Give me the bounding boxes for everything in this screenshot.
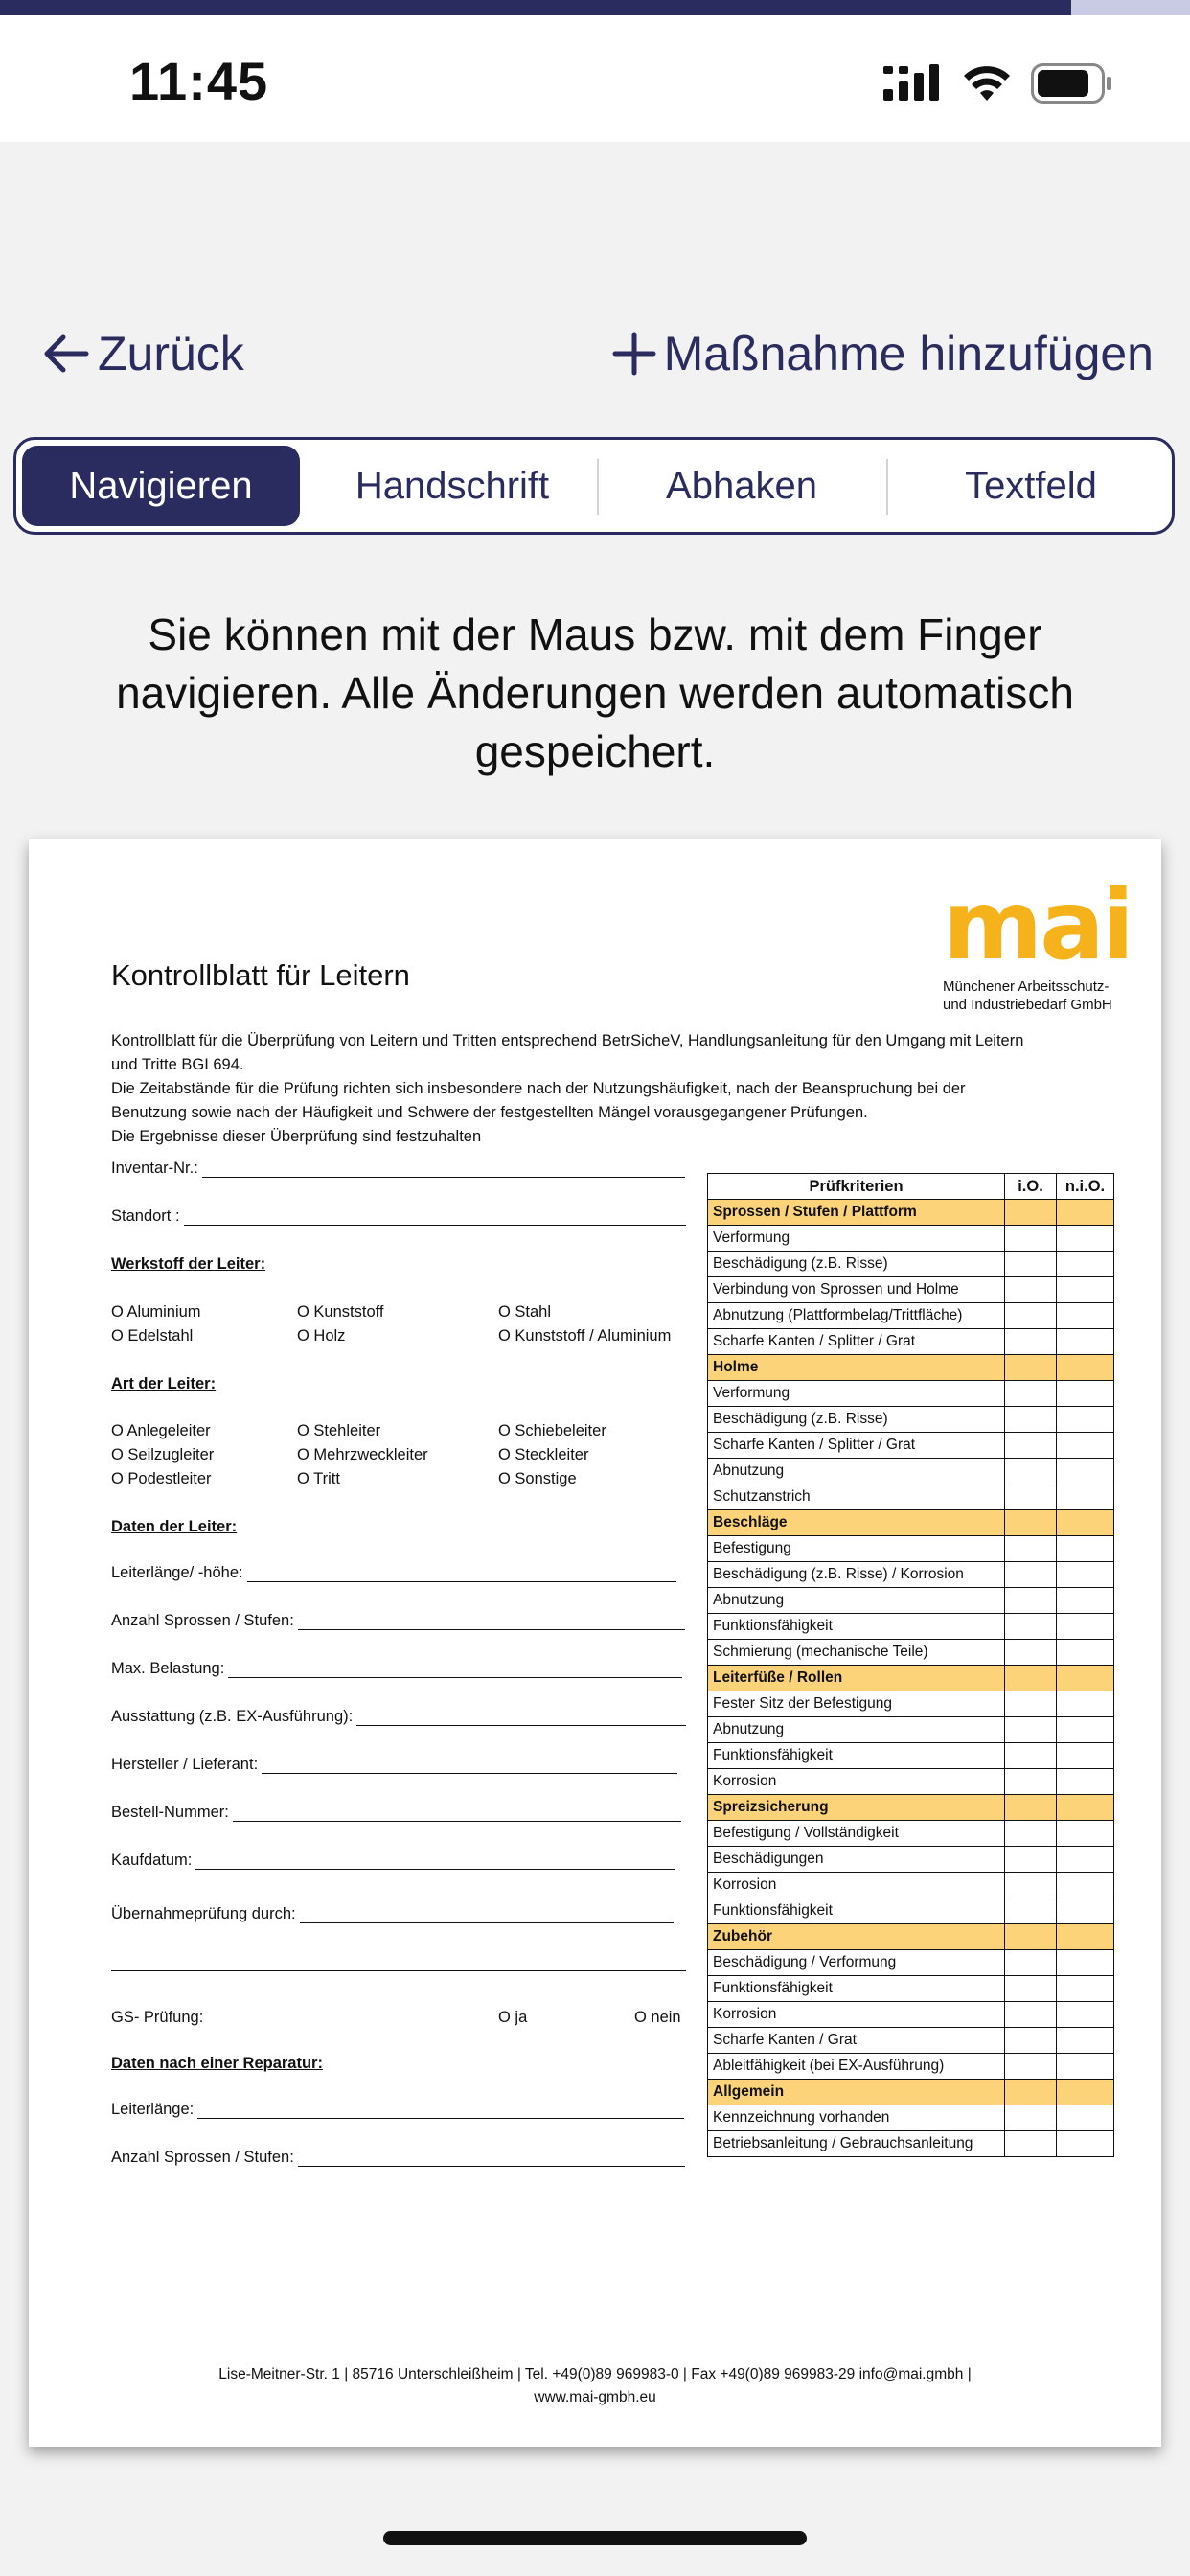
field-label: Übernahmeprüfung durch:	[111, 1905, 296, 1922]
criteria-io-cell[interactable]	[1005, 1510, 1057, 1536]
criteria-row	[708, 1717, 1114, 1743]
criteria-io-cell[interactable]	[1005, 1200, 1057, 1226]
criteria-label: Korrosion	[708, 2002, 1005, 2028]
criteria-nio-cell[interactable]	[1057, 1614, 1114, 1640]
criteria-nio-cell[interactable]	[1057, 1666, 1114, 1691]
intro-line: Die Zeitabstände für die Prüfung richten sich insbesondere nach der Nutzungshäufigkeit, nach der Beanspruchung bei der	[111, 1080, 966, 1097]
field-label: Hersteller / Lieferant:	[111, 1756, 259, 1773]
criteria-io-cell[interactable]	[1005, 1821, 1057, 1847]
option-art[interactable]: O Sonstige	[498, 1470, 577, 1487]
criteria-row	[708, 1873, 1114, 1898]
criteria-io-cell[interactable]	[1005, 1873, 1057, 1898]
criteria-row	[708, 1588, 1114, 1614]
criteria-row	[708, 1329, 1114, 1355]
option-art[interactable]: O Stehleiter	[297, 1422, 381, 1439]
criteria-category-label: Sprossen / Stufen / Plattform	[708, 1200, 1005, 1226]
home-indicator[interactable]	[383, 2531, 807, 2545]
option-art[interactable]: O Anlegeleiter	[111, 1422, 211, 1439]
criteria-io-cell[interactable]	[1005, 1484, 1057, 1510]
criteria-nio-cell[interactable]	[1057, 1976, 1114, 2002]
mode-tab-abhaken[interactable]: Abhaken	[666, 464, 817, 507]
criteria-label: Funktionsfähigkeit	[708, 1898, 1005, 1924]
criteria-row	[708, 1950, 1114, 1976]
field-inventar[interactable]	[111, 1160, 685, 1178]
logo-subtitle	[943, 978, 1134, 1014]
segment-divider	[886, 459, 888, 515]
criteria-category-label: Holme	[708, 1355, 1005, 1381]
criteria-io-cell[interactable]	[1005, 1717, 1057, 1743]
criteria-category-label: Zubehör	[708, 1924, 1005, 1950]
field-blank-line[interactable]	[111, 1953, 686, 1971]
criteria-nio-cell[interactable]	[1057, 1588, 1114, 1614]
field-line	[247, 1564, 676, 1582]
mode-tab-textfeld[interactable]: Textfeld	[965, 464, 1097, 507]
criteria-header-nio: n.i.O.	[1057, 1174, 1114, 1200]
criteria-category-row	[708, 1924, 1114, 1950]
criteria-header-name: Prüfkriterien	[708, 1174, 1005, 1200]
criteria-io-cell[interactable]	[1005, 1407, 1057, 1433]
criteria-io-cell[interactable]	[1005, 1459, 1057, 1484]
criteria-row	[708, 1976, 1114, 2002]
field-label: Kaufdatum:	[111, 1852, 193, 1869]
criteria-category-row	[708, 1355, 1114, 1381]
battery-icon	[1031, 63, 1113, 104]
criteria-row	[708, 1459, 1114, 1484]
document-page[interactable]	[29, 840, 1161, 2447]
criteria-nio-cell[interactable]	[1057, 1277, 1114, 1303]
criteria-nio-cell[interactable]	[1057, 1381, 1114, 1407]
criteria-label: Beschädigung (z.B. Risse) / Korrosion	[708, 1562, 1005, 1588]
option-art[interactable]: O Steckleiter	[498, 1446, 589, 1463]
criteria-row	[708, 2105, 1114, 2131]
criteria-category-label: Leiterfüße / Rollen	[708, 1666, 1005, 1691]
field-line	[298, 2149, 685, 2167]
field-standort[interactable]	[111, 1208, 686, 1226]
criteria-row	[708, 2028, 1114, 2054]
field-label: Leiterlänge:	[111, 2101, 195, 2118]
criteria-io-cell[interactable]	[1005, 1769, 1057, 1795]
criteria-body	[708, 1200, 1114, 2157]
mode-tab-navigieren[interactable]: Navigieren	[22, 446, 300, 526]
criteria-nio-cell[interactable]	[1057, 1717, 1114, 1743]
option-werkstoff[interactable]: O Edelstahl	[111, 1327, 194, 1345]
gs-pruefung-label: GS- Prüfung:	[111, 2009, 204, 2026]
intro-line: Benutzung sowie nach der Häufigkeit und Schwere der festgestellten Mängel vorausgegangener Prüfungen.	[111, 1104, 868, 1121]
criteria-io-cell[interactable]	[1005, 1950, 1057, 1976]
intro-line: Die Ergebnisse dieser Überprüfung sind festzuhalten	[111, 1128, 482, 1145]
field-line	[202, 1160, 685, 1178]
criteria-row	[708, 1562, 1114, 1588]
criteria-nio-cell[interactable]	[1057, 1407, 1114, 1433]
signal-icon	[883, 64, 943, 103]
field-label: Bestell-Nummer:	[111, 1804, 229, 1821]
logo-subtitle-line: Münchener Arbeitsschutz-	[943, 978, 1110, 995]
criteria-label: Abnutzung (Plattformbelag/Trittfläche)	[708, 1303, 1005, 1329]
criteria-label: Abnutzung	[708, 1717, 1005, 1743]
criteria-nio-cell[interactable]	[1057, 2028, 1114, 2054]
criteria-nio-cell[interactable]	[1057, 2002, 1114, 2028]
nav-row	[0, 316, 1190, 393]
criteria-nio-cell[interactable]	[1057, 1821, 1114, 1847]
criteria-label: Korrosion	[708, 1769, 1005, 1795]
criteria-label: Korrosion	[708, 1873, 1005, 1898]
criteria-io-cell[interactable]	[1005, 1277, 1057, 1303]
field-kaufdatum[interactable]	[111, 1852, 675, 1870]
criteria-category-row	[708, 1666, 1114, 1691]
criteria-label: Verformung	[708, 1381, 1005, 1407]
criteria-io-cell[interactable]	[1005, 1976, 1057, 2002]
plus-icon	[610, 330, 658, 378]
add-measure-label: Maßnahme hinzufügen	[663, 327, 1154, 380]
criteria-label: Schmierung (mechanische Teile)	[708, 1640, 1005, 1666]
back-button[interactable]	[40, 326, 244, 381]
field-line	[111, 1953, 686, 1971]
field-line	[298, 1612, 685, 1630]
field-line	[262, 1756, 677, 1774]
criteria-label: Funktionsfähigkeit	[708, 1614, 1005, 1640]
field-ausstattung[interactable]	[111, 1708, 686, 1726]
section-art: Art der Leiter:	[111, 1375, 217, 1392]
criteria-nio-cell[interactable]	[1057, 1950, 1114, 1976]
field-line	[356, 1708, 686, 1726]
criteria-io-cell[interactable]	[1005, 1562, 1057, 1588]
criteria-io-cell[interactable]	[1005, 1329, 1057, 1355]
field-label: Anzahl Sprossen / Stufen:	[111, 2149, 294, 2166]
criteria-nio-cell[interactable]	[1057, 1510, 1114, 1536]
criteria-row	[708, 1898, 1114, 1924]
criteria-label: Abnutzung	[708, 1588, 1005, 1614]
criteria-row	[708, 1847, 1114, 1873]
criteria-nio-cell[interactable]	[1057, 1433, 1114, 1459]
field-uebernahme[interactable]	[111, 1905, 674, 1923]
criteria-io-cell[interactable]	[1005, 1303, 1057, 1329]
field-label: Max. Belastung:	[111, 1660, 225, 1677]
criteria-nio-cell[interactable]	[1057, 1459, 1114, 1484]
status-time: 11:45	[129, 51, 269, 111]
field-line	[184, 1208, 686, 1226]
field-line	[228, 1660, 682, 1678]
criteria-label: Beschädigung / Verformung	[708, 1950, 1005, 1976]
option-werkstoff[interactable]: O Stahl	[498, 1303, 552, 1321]
gs-option-nein[interactable]: O nein	[634, 2009, 681, 2026]
criteria-row	[708, 1226, 1114, 1252]
status-bar	[0, 15, 1190, 142]
back-label: Zurück	[98, 327, 244, 380]
criteria-label: Betriebsanleitung / Gebrauchsanleitung	[708, 2131, 1005, 2157]
gs-option-ja[interactable]: O ja	[498, 2009, 528, 2026]
field-rep-sprossen[interactable]	[111, 2149, 685, 2167]
criteria-label: Scharfe Kanten / Splitter / Grat	[708, 1329, 1005, 1355]
footer-address: Lise-Meitner-Str. 1 | 85716 Unterschleißheim | Tel. +49(0)89 969983-0 | Fax +49(0)89 969983-29 info@mai.gmbh |	[218, 2366, 972, 2382]
criteria-row	[708, 1303, 1114, 1329]
field-label: Standort :	[111, 1208, 180, 1225]
company-logo	[943, 869, 1134, 1014]
criteria-io-cell[interactable]	[1005, 1381, 1057, 1407]
option-werkstoff[interactable]: O Kunststoff	[297, 1303, 384, 1321]
criteria-row	[708, 1252, 1114, 1277]
criteria-io-cell[interactable]	[1005, 1433, 1057, 1459]
criteria-label: Verformung	[708, 1226, 1005, 1252]
criteria-row	[708, 1433, 1114, 1459]
criteria-nio-cell[interactable]	[1057, 2131, 1114, 2157]
criteria-category-row	[708, 1795, 1114, 1821]
progress-bar	[0, 0, 1190, 15]
wifi-icon	[962, 64, 1012, 103]
criteria-label: Funktionsfähigkeit	[708, 1976, 1005, 2002]
criteria-io-cell[interactable]	[1005, 2002, 1057, 2028]
criteria-row	[708, 1821, 1114, 1847]
field-sprossen[interactable]	[111, 1612, 685, 1630]
criteria-nio-cell[interactable]	[1057, 1769, 1114, 1795]
document-footer	[29, 2363, 1161, 2409]
arrow-left-icon	[40, 328, 92, 380]
document-intro	[111, 1029, 1117, 1149]
criteria-io-cell[interactable]	[1005, 1795, 1057, 1821]
criteria-category-row	[708, 1510, 1114, 1536]
field-label: Anzahl Sprossen / Stufen:	[111, 1612, 294, 1629]
criteria-io-cell[interactable]	[1005, 1252, 1057, 1277]
section-werkstoff: Werkstoff der Leiter:	[111, 1255, 266, 1273]
logo-wordmark: mai	[943, 869, 1132, 981]
criteria-category-label: Allgemein	[708, 2080, 1005, 2105]
criteria-nio-cell[interactable]	[1057, 1743, 1114, 1769]
criteria-label: Beschädigungen	[708, 1847, 1005, 1873]
field-belastung[interactable]	[111, 1660, 682, 1678]
criteria-nio-cell[interactable]	[1057, 1691, 1114, 1717]
criteria-io-cell[interactable]	[1005, 1898, 1057, 1924]
criteria-nio-cell[interactable]	[1057, 2080, 1114, 2105]
option-art[interactable]: O Schiebeleiter	[498, 1422, 606, 1439]
status-icons	[883, 63, 1113, 104]
criteria-io-cell[interactable]	[1005, 1614, 1057, 1640]
criteria-label: Befestigung	[708, 1536, 1005, 1562]
option-art[interactable]: O Podestleiter	[111, 1470, 212, 1487]
criteria-io-cell[interactable]	[1005, 1355, 1057, 1381]
criteria-row	[708, 1381, 1114, 1407]
instruction-text: Sie können mit der Maus bzw. mit dem Finger navigieren. Alle Änderungen werden automatisch gespeichert.	[116, 610, 1074, 776]
criteria-label: Befestigung / Vollständigkeit	[708, 1821, 1005, 1847]
criteria-nio-cell[interactable]	[1057, 1924, 1114, 1950]
field-line	[195, 1852, 675, 1870]
criteria-nio-cell[interactable]	[1057, 1847, 1114, 1873]
criteria-io-cell[interactable]	[1005, 2131, 1057, 2157]
document-title: Kontrollblatt für Leitern	[111, 958, 410, 992]
section-reparatur: Daten nach einer Reparatur:	[111, 2055, 323, 2072]
criteria-header-io: i.O.	[1005, 1174, 1057, 1200]
criteria-nio-cell[interactable]	[1057, 1252, 1114, 1277]
criteria-nio-cell[interactable]	[1057, 1873, 1114, 1898]
criteria-nio-cell[interactable]	[1057, 2105, 1114, 2131]
criteria-label: Abnutzung	[708, 1459, 1005, 1484]
criteria-row	[708, 1484, 1114, 1510]
criteria-label: Fester Sitz der Befestigung	[708, 1691, 1005, 1717]
segment-divider	[597, 459, 599, 515]
logo-subtitle-line: und Industriebedarf GmbH	[943, 997, 1112, 1013]
criteria-label: Beschädigung (z.B. Risse)	[708, 1407, 1005, 1433]
criteria-row	[708, 1536, 1114, 1562]
option-art[interactable]: O Seilzugleiter	[111, 1446, 215, 1463]
criteria-nio-cell[interactable]	[1057, 1795, 1114, 1821]
criteria-header-row	[708, 1174, 1114, 1200]
criteria-row	[708, 2054, 1114, 2080]
criteria-category-row	[708, 1200, 1114, 1226]
footer-website: www.mai-gmbh.eu	[534, 2389, 656, 2405]
criteria-nio-cell[interactable]	[1057, 1640, 1114, 1666]
criteria-io-cell[interactable]	[1005, 2054, 1057, 2080]
option-werkstoff[interactable]: O Holz	[297, 1327, 346, 1345]
criteria-io-cell[interactable]	[1005, 1640, 1057, 1666]
criteria-label: Ableitfähigkeit (bei EX-Ausführung)	[708, 2054, 1005, 2080]
progress-fill	[0, 0, 1071, 15]
field-rep-laenge[interactable]	[111, 2101, 684, 2119]
field-line	[197, 2101, 684, 2119]
criteria-row	[708, 1407, 1114, 1433]
criteria-row	[708, 1614, 1114, 1640]
criteria-nio-cell[interactable]	[1057, 1303, 1114, 1329]
criteria-row	[708, 2131, 1114, 2157]
criteria-io-cell[interactable]	[1005, 1226, 1057, 1252]
criteria-io-cell[interactable]	[1005, 2080, 1057, 2105]
option-werkstoff[interactable]: O Kunststoff / Aluminium	[498, 1327, 672, 1345]
criteria-nio-cell[interactable]	[1057, 1355, 1114, 1381]
criteria-nio-cell[interactable]	[1057, 1484, 1114, 1510]
section-daten: Daten der Leiter:	[111, 1518, 238, 1535]
field-bestell[interactable]	[111, 1804, 681, 1822]
criteria-nio-cell[interactable]	[1057, 1329, 1114, 1355]
field-line	[233, 1804, 681, 1822]
field-label: Inventar-Nr.:	[111, 1160, 198, 1177]
field-laenge[interactable]	[111, 1564, 676, 1582]
criteria-nio-cell[interactable]	[1057, 1226, 1114, 1252]
option-art[interactable]: O Mehrzweckleiter	[297, 1446, 428, 1463]
criteria-category-label: Spreizsicherung	[708, 1795, 1005, 1821]
criteria-io-cell[interactable]	[1005, 1743, 1057, 1769]
criteria-io-cell[interactable]	[1005, 1924, 1057, 1950]
criteria-io-cell[interactable]	[1005, 1536, 1057, 1562]
criteria-nio-cell[interactable]	[1057, 1898, 1114, 1924]
criteria-category-row	[708, 2080, 1114, 2105]
intro-line: und Tritte BGI 694.	[111, 1056, 244, 1073]
criteria-io-cell[interactable]	[1005, 1847, 1057, 1873]
criteria-row	[708, 2002, 1114, 2028]
criteria-row	[708, 1277, 1114, 1303]
mode-segmented-control	[13, 437, 1175, 535]
field-label: Ausstattung (z.B. EX-Ausführung):	[111, 1708, 354, 1725]
field-hersteller[interactable]	[111, 1756, 677, 1774]
criteria-nio-cell[interactable]	[1057, 1200, 1114, 1226]
field-line	[300, 1905, 674, 1923]
criteria-label: Verbindung von Sprossen und Holme	[708, 1277, 1005, 1303]
criteria-row	[708, 1640, 1114, 1666]
intro-line: Kontrollblatt für die Überprüfung von Leitern und Tritten entsprechend BetrSicheV, Handlungsanleitung für den Umgang mit Leitern	[111, 1032, 1024, 1049]
criteria-nio-cell[interactable]	[1057, 2054, 1114, 2080]
criteria-io-cell[interactable]	[1005, 2105, 1057, 2131]
mode-tab-handschrift[interactable]: Handschrift	[355, 464, 550, 507]
option-art[interactable]: O Tritt	[297, 1470, 340, 1487]
criteria-io-cell[interactable]	[1005, 1588, 1057, 1614]
criteria-row	[708, 1691, 1114, 1717]
criteria-label: Scharfe Kanten / Grat	[708, 2028, 1005, 2054]
add-measure-button[interactable]	[610, 326, 1154, 381]
criteria-nio-cell[interactable]	[1057, 1536, 1114, 1562]
criteria-io-cell[interactable]	[1005, 2028, 1057, 2054]
criteria-nio-cell[interactable]	[1057, 1562, 1114, 1588]
field-label: Leiterlänge/ -höhe:	[111, 1564, 243, 1581]
criteria-label: Schutzanstrich	[708, 1484, 1005, 1510]
criteria-row	[708, 1743, 1114, 1769]
criteria-table	[707, 1173, 1114, 2157]
criteria-row	[708, 1769, 1114, 1795]
criteria-io-cell[interactable]	[1005, 1666, 1057, 1691]
criteria-category-label: Beschläge	[708, 1510, 1005, 1536]
criteria-label: Beschädigung (z.B. Risse)	[708, 1252, 1005, 1277]
option-werkstoff[interactable]: O Aluminium	[111, 1303, 201, 1321]
criteria-io-cell[interactable]	[1005, 1691, 1057, 1717]
criteria-label: Kennzeichnung vorhanden	[708, 2105, 1005, 2131]
criteria-label: Funktionsfähigkeit	[708, 1743, 1005, 1769]
criteria-label: Scharfe Kanten / Splitter / Grat	[708, 1433, 1005, 1459]
